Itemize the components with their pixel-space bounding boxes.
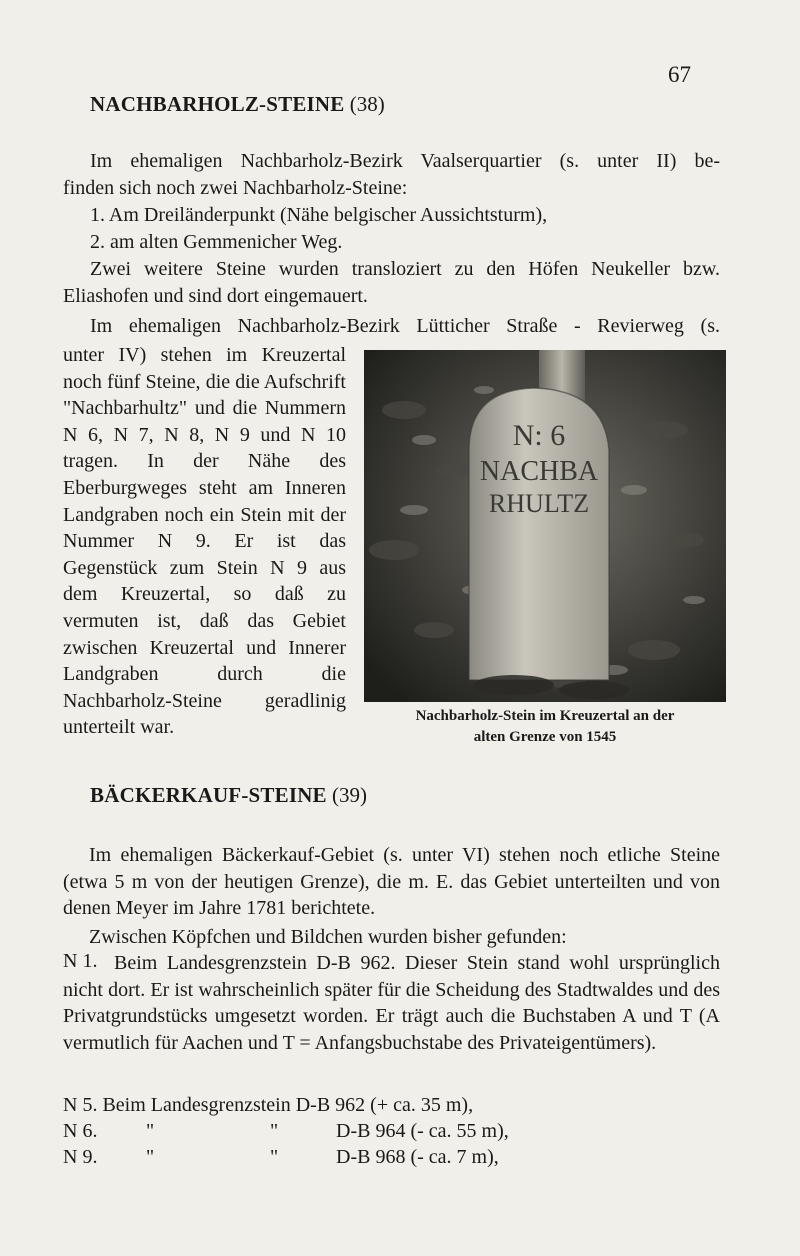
caption-line: alten Grenze von 1545 [473,729,617,745]
heading-number: (39) [332,783,368,807]
inscription-line: N: 6 [512,419,566,452]
inscription-line: RHULTZ [488,489,590,518]
heading-number: (38) [349,92,385,116]
list-label: N 6. [63,1120,98,1142]
paragraph-line: finden sich noch zwei Nachbarholz-Steine: [63,177,408,199]
list-label: N 9. [63,1146,98,1168]
paragraph-line: Zwei weitere Steine wurden transloziert zu den Höfen Neukeller bzw. [90,258,720,280]
photo-boundary-stone [364,350,726,702]
heading-title: NACHBARHOLZ-STEINE [90,92,345,116]
ditto-mark: " [146,1146,155,1168]
paragraph-line: Im ehemaligen Nachbarholz-Bezirk Lütticher Straße - Revierweg (s. [90,315,720,337]
paragraph: Im ehemaligen Bäckerkauf-Gebiet (s. unter VI) stehen noch etliche Steine (etwa 5 m von der heutigen Grenze), die m. E. das Gebiet unterteilten und von denen Meyer im Jahre 1781 berichtete. [63,844,720,920]
page-number: 67 [668,62,691,87]
caption-line: Nachbarholz-Stein im Kreuzertal an der [415,708,675,724]
list-label: N 1. [63,950,98,972]
photo-caption [364,706,726,748]
paragraph: Zwischen Köpfchen und Bildchen wurden bisher gefunden: [89,926,567,948]
list-item: 1. Am Dreiländerpunkt (Nähe belgischer Aussichtsturm), [90,204,548,226]
paragraph-line: Im ehemaligen Nachbarholz-Bezirk Vaalserquartier (s. unter II) be- [90,150,720,172]
list-item: N 5. Beim Landesgrenzstein D-B 962 (+ ca. 35 m), [63,1094,474,1116]
ditto-mark: " [270,1146,279,1168]
paragraph-line: Eliashofen und sind dort eingemauert. [63,285,368,307]
heading-title: BÄCKERKAUF-STEINE [90,783,327,807]
list-item: 2. am alten Gemmenicher Weg. [90,231,343,253]
ditto-mark: " [146,1120,155,1142]
ditto-mark: " [270,1120,279,1142]
list-value: D-B 968 (- ca. 7 m), [336,1146,499,1168]
list-value: D-B 964 (- ca. 55 m), [336,1120,509,1142]
section-heading-baeckerkauf [90,783,367,808]
list-item-text [63,950,720,1056]
wrapped-paragraph: unter IV) stehen im Kreuzertal noch fünf Steine, die die Aufschrift "Nachbarhultz" und die Nummern N 6, N 7, N 8, N 9 und N 10 tragen. In der Nähe des Eberburgweges steht am Inneren Landgraben noch ein Stein mit der Nummer N 9. Er ist das Gegenstück zum Stein N 9 aus dem Kreuzertal, so daß zu vermuten ist, daß das Gebiet zwischen Kreuzertal und Innerer Landgraben durch die Nachbarholz-Steine geradlinig unterteilt war. [63,344,346,739]
n1-text: Beim Landesgrenzstein D-B 962. Dieser Stein stand wohl ursprünglich nicht dort. Er ist wahrscheinlich später für die Scheidung des Stadtwaldes und des Privatgrundstücks umgesetzt worden. Er trägt auch die Buchstaben A und T (A vermutlich für Aachen und T = Anfangsbuchstabe des Privateigentümers). [63,952,720,1054]
inscription-line: NACHBA [479,456,599,487]
section-heading-nachbarholz [90,92,385,117]
